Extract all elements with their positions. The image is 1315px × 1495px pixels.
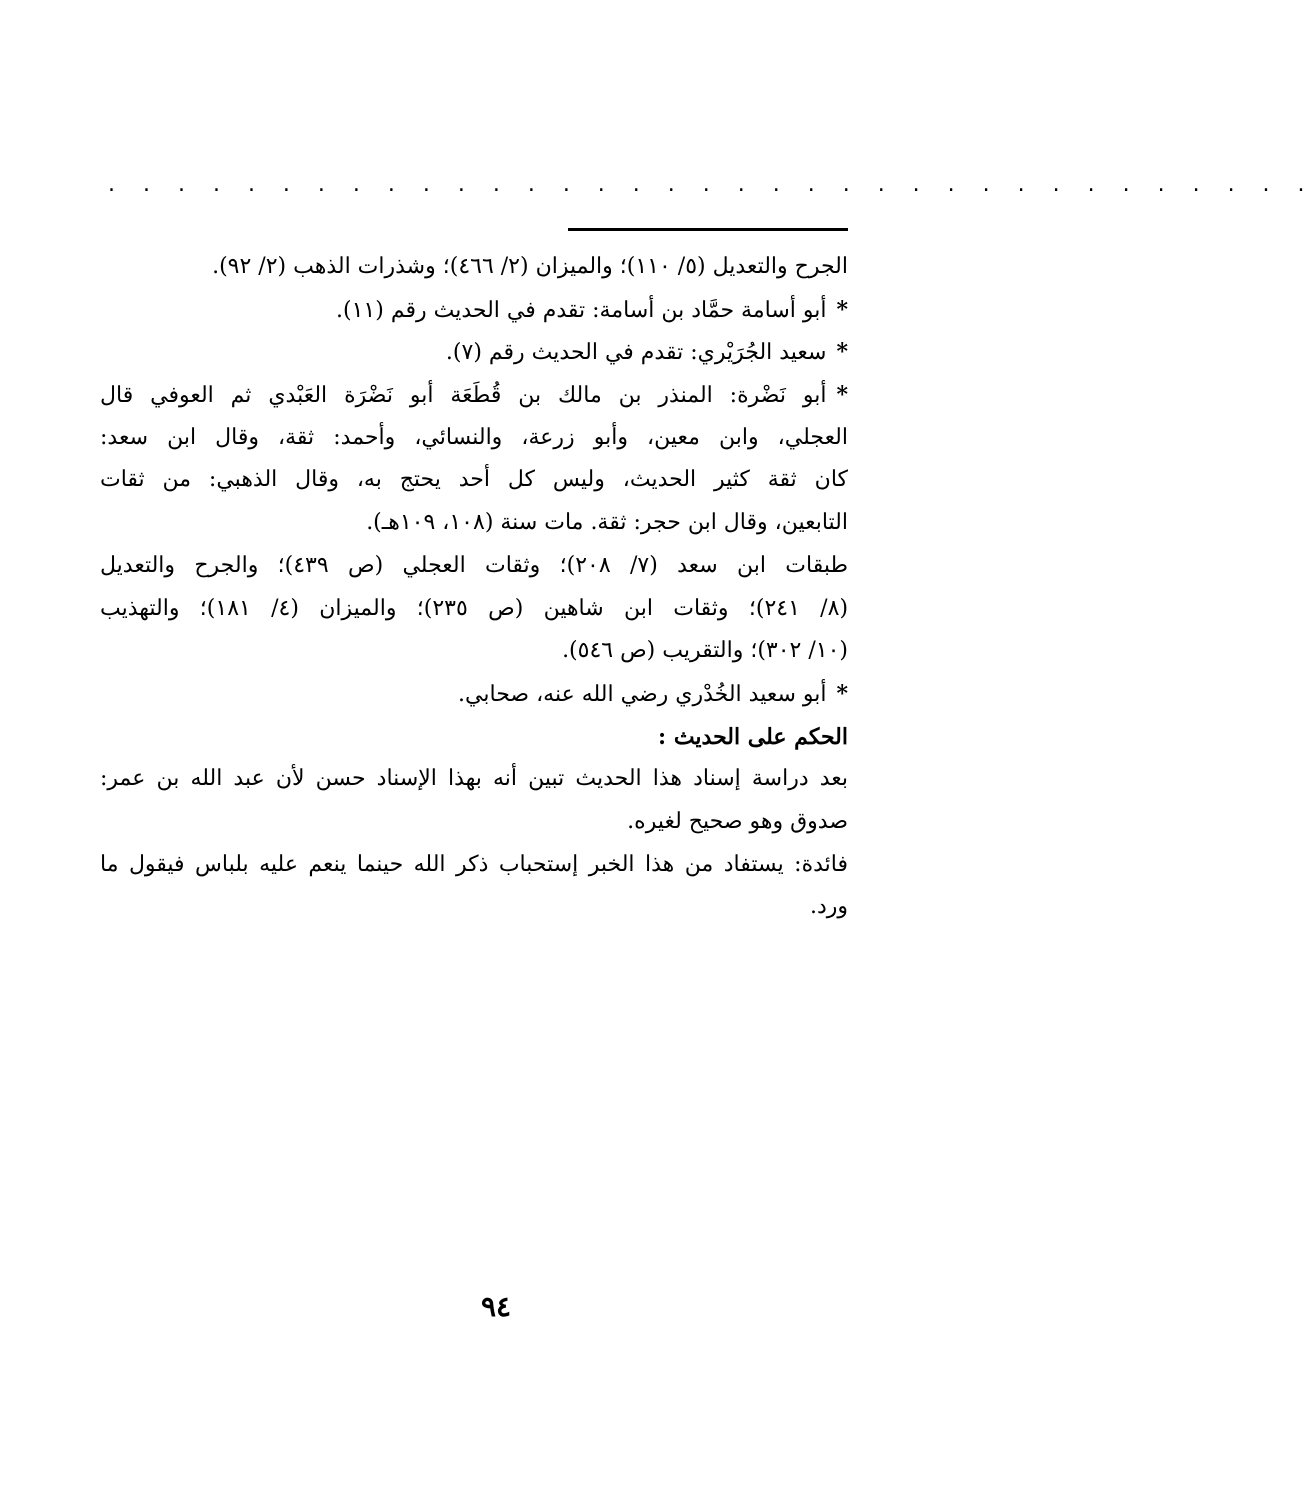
separator-dots: . . . . . . . . . . . . . . . . . . . . . . . . . . . . . . . . . . . — [108, 172, 1315, 197]
text-line-14: صدوق وهو صحيح لغيره. — [627, 808, 848, 834]
ruling-heading: الحكم على الحديث : — [658, 723, 848, 750]
page-number: ٩٤ — [480, 1290, 512, 1323]
text-line-11: أبو سعيد الخُدْري رضي الله عنه، صحابي. — [458, 681, 827, 707]
text-line-13: بعد دراسة إسناد هذا الحديث تبين أنه بهذا الإسناد حسن لأن عبد الله بن عمر: — [100, 766, 848, 792]
footnote-rule — [568, 228, 848, 231]
text-line-6: كان ثقة كثير الحديث، وليس كل أحد يحتج به، وقال الذهبي: من ثقات — [100, 467, 848, 493]
narrator-jurayri — [100, 331, 848, 374]
benefit-line: فائدة: يستفاد من هذا الخبر إستحباب ذكر الله حينما ينعم عليه بلباس فيقول ما — [100, 851, 848, 877]
text-line-1: الجرح والتعديل (٥/ ١١٠)؛ والميزان (٢/ ٤٦٦)؛ وشذرات الذهب (٢/ ٩٢). — [212, 254, 848, 279]
text-line-7: التابعين، وقال ابن حجر: ثقة. مات سنة (١٠٨، ١٠٩هـ). — [366, 510, 848, 536]
text-line-10: (١٠/ ٣٠٢)؛ والتقريب (ص ٥٤٦). — [562, 638, 848, 664]
text-line-2: أبو أسامة حمَّاد بن أسامة: تقدم في الحديث رقم (١١). — [336, 297, 827, 323]
star-marker: * — [836, 339, 848, 366]
text-line-16: ورد. — [809, 894, 848, 920]
star-marker: * — [836, 680, 848, 707]
star-marker: * — [836, 296, 848, 323]
footnote-text — [100, 246, 848, 929]
text-line-5: العجلي، وابن معين، وأبو زرعة، والنسائي، وأحمد: ثقة، وقال ابن سعد: — [100, 424, 848, 450]
text-line-4: أبو نَضْرة: المنذر بن مالك بن قُطَعَة أبو نَضْرَة العَبْدي ثم العوفي قال — [100, 383, 827, 409]
text-line-3: سعيد الجُرَيْري: تقدم في الحديث رقم (٧). — [445, 340, 827, 366]
text-line-8: طبقات ابن سعد (٧/ ٢٠٨)؛ وثقات العجلي (ص ٤٣٩)؛ والجرح والتعديل — [100, 552, 848, 578]
text-line-9: (٨/ ٢٤١)؛ وثقات ابن شاهين (ص ٢٣٥)؛ والميزان (٤/ ١٨١)؛ والتهذيب — [100, 595, 849, 621]
narrator-abu-said — [100, 673, 848, 716]
narrator-abu-nadra — [100, 374, 848, 417]
narrator-hammad — [100, 289, 848, 332]
star-marker: * — [836, 382, 848, 409]
